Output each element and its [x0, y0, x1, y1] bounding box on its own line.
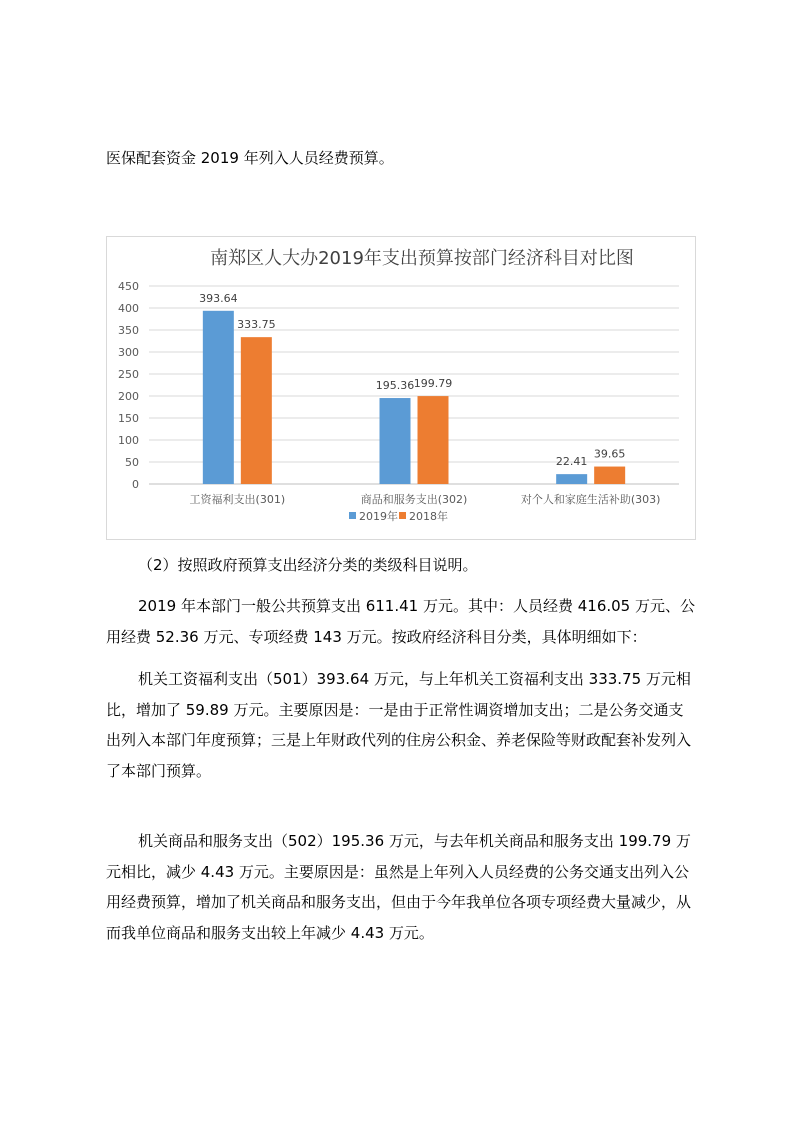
y-tick-label: 50	[125, 456, 139, 469]
paragraph-goods-services: 机关商品和服务支出（502）195.36 万元，与去年机关商品和服务支出 199.79 万元相比，减少 4.43 万元。主要原因是：虽然是上年列入人员经费的公务交通支出列入公用经费预算，增加了机关商品和服务支出，但由于今年我单位各项专项经费大量减少，从而我单位商品和服务支出较上年减少 4.43 万元。	[106, 832, 692, 942]
x-tick-label: 商品和服务支出(302)	[360, 493, 468, 506]
data-label: 39.65	[593, 447, 626, 461]
section-heading: （2）按照政府预算支出经济分类的类级科目说明。	[138, 556, 478, 574]
data-label: 333.75	[237, 318, 276, 332]
y-tick-label: 300	[118, 346, 139, 359]
data-label: 22.41	[555, 455, 588, 469]
bar-chart	[106, 236, 696, 540]
chart-svg	[107, 237, 695, 539]
legend-label: 2019年	[359, 510, 398, 523]
legend-label: 2018年	[409, 510, 448, 523]
bar	[241, 337, 272, 484]
y-tick-label: 400	[118, 302, 139, 315]
paragraph-summary: 2019 年本部门一般公共预算支出 611.41 万元。其中：人员经费 416.05 万元、公用经费 52.36 万元、专项经费 143 万元。按政府经济科目分类，具体明细如下：	[106, 597, 695, 646]
bar	[556, 474, 587, 484]
y-tick-label: 0	[132, 478, 139, 491]
x-tick-label: 对个人和家庭生活补助(303)	[520, 493, 661, 506]
y-tick-label: 250	[118, 368, 139, 381]
bar	[380, 398, 411, 484]
y-tick-label: 200	[118, 390, 139, 403]
data-label: 195.36	[375, 379, 415, 393]
bar	[203, 311, 234, 484]
bar	[594, 467, 625, 484]
paragraph-salary: 机关工资福利支出（501）393.64 万元，与上年机关工资福利支出 333.75 万元相比，增加了 59.89 万元。主要原因是：一是由于正常性调资增加支出；二是公务交通支出列入本部门年度预算；三是上年财政代列的住房公积金、养老保险等财政配套补发列入了本部门预算。	[106, 670, 692, 780]
legend-swatch	[399, 512, 406, 519]
intro-line: 医保配套资金 2019 年列入人员经费预算。	[106, 149, 394, 167]
legend-swatch	[349, 512, 356, 519]
y-tick-label: 350	[118, 324, 139, 337]
bar	[418, 396, 449, 484]
x-tick-label: 工资福利支出(301)	[189, 493, 286, 506]
y-tick-label: 450	[118, 280, 139, 293]
data-label: 199.79	[413, 377, 453, 391]
y-tick-label: 150	[118, 412, 139, 425]
y-tick-label: 100	[118, 434, 139, 447]
chart-title: 南郑区人大办2019年支出预算按部门经济科目对比图	[210, 248, 634, 269]
data-label: 393.64	[199, 291, 238, 305]
